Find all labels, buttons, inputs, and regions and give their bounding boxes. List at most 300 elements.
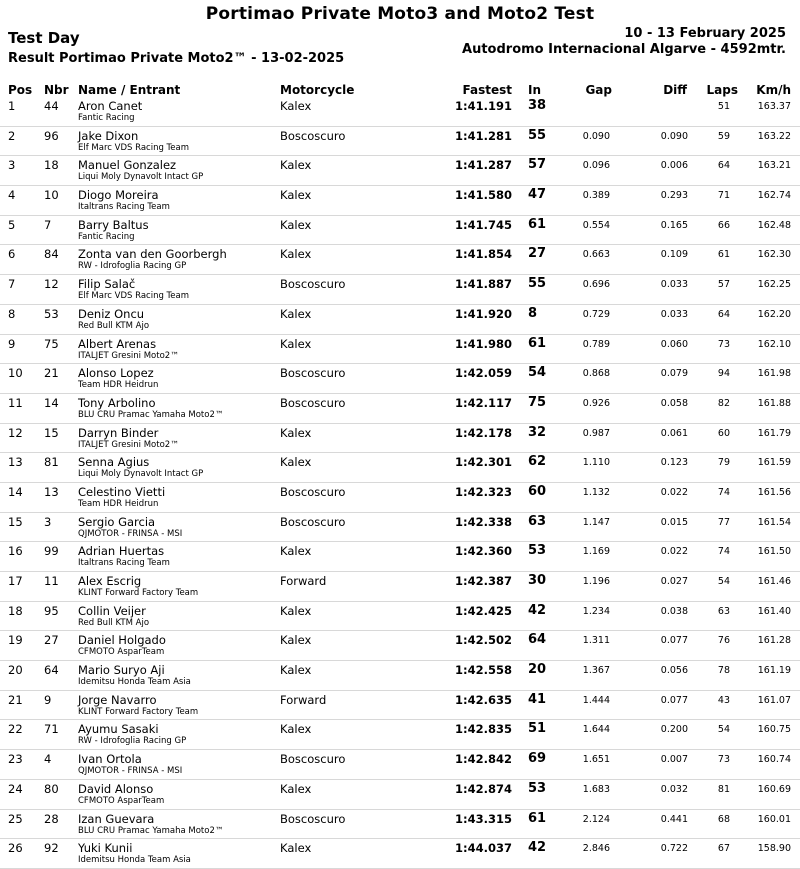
rider-name: Diogo Moreira <box>78 188 159 203</box>
motorcycle-cell: Kalex <box>280 188 312 203</box>
speed-cell: 158.90 <box>757 843 791 855</box>
in-lap-cell: 63 <box>528 513 547 529</box>
in-lap-cell: 30 <box>528 573 547 588</box>
table-row <box>0 424 800 454</box>
fastest-lap-cell: 1:41.887 <box>455 277 512 292</box>
gap-cell: 1.683 <box>582 783 610 795</box>
results-table <box>0 97 800 869</box>
position-cell: 21 <box>8 692 23 707</box>
fastest-lap-cell: 1:42.558 <box>455 663 512 678</box>
team-name: CFMOTO AsparTeam <box>78 795 165 806</box>
table-row <box>0 127 800 157</box>
table-row <box>0 335 800 365</box>
col-kmh: Km/h <box>756 83 791 97</box>
diff-cell: 0.015 <box>660 516 688 528</box>
table-row <box>0 97 800 127</box>
position-cell: 10 <box>8 366 23 381</box>
motorcycle-cell: Kalex <box>280 663 312 678</box>
table-row <box>0 839 800 869</box>
diff-cell: 0.722 <box>660 843 688 855</box>
rider-name: Celestino Vietti <box>78 484 166 499</box>
number-cell: 64 <box>44 663 59 678</box>
diff-cell: 0.109 <box>660 249 688 261</box>
fastest-lap-cell: 1:42.502 <box>455 633 512 648</box>
fastest-lap-cell: 1:41.191 <box>455 99 512 113</box>
speed-cell: 161.19 <box>757 665 791 677</box>
fastest-lap-cell: 1:42.117 <box>455 395 512 410</box>
motorcycle-cell: Boscoscuro <box>280 277 346 292</box>
team-name: Team HDR Heidrun <box>78 380 159 391</box>
rider-name: Alonso Lopez <box>78 366 154 381</box>
motorcycle-cell: Forward <box>280 574 327 588</box>
number-cell: 99 <box>44 544 59 559</box>
motorcycle-cell: Kalex <box>280 99 312 113</box>
position-cell: 9 <box>8 336 16 351</box>
fastest-lap-cell: 1:42.059 <box>455 366 512 381</box>
team-name: Idemitsu Honda Team Asia <box>78 855 191 866</box>
gap-cell: 2.846 <box>582 843 610 855</box>
document-title: Portimao Private Moto3 and Moto2 Test <box>205 4 595 24</box>
diff-cell: 0.123 <box>660 457 688 469</box>
gap-cell: 1.196 <box>582 576 610 587</box>
motorcycle-cell: Kalex <box>280 633 312 648</box>
gap-cell: 0.554 <box>582 219 610 231</box>
gap-cell: 0.868 <box>582 368 610 380</box>
table-row <box>0 750 800 780</box>
number-cell: 81 <box>44 455 59 470</box>
motorcycle-cell: Kalex <box>280 722 312 737</box>
motorcycle-cell: Boscoscuro <box>280 514 346 529</box>
number-cell: 13 <box>44 484 59 499</box>
team-name: Idemitsu Honda Team Asia <box>78 677 191 688</box>
laps-cell: 57 <box>717 279 730 291</box>
in-lap-cell: 60 <box>528 483 547 499</box>
diff-cell: 0.293 <box>660 190 688 202</box>
diff-cell: 0.032 <box>660 783 688 795</box>
col-name: Name / Entrant <box>78 83 181 97</box>
number-cell: 84 <box>44 247 59 262</box>
rider-name: Alex Escrig <box>78 574 142 588</box>
motorcycle-cell: Kalex <box>280 455 312 470</box>
number-cell: 28 <box>44 811 59 826</box>
laps-cell: 59 <box>717 130 730 142</box>
team-name: Team HDR Heidrun <box>78 498 159 509</box>
col-motorcycle: Motorcycle <box>280 83 355 97</box>
rider-name: Tony Arbolino <box>78 395 156 410</box>
position-cell: 11 <box>8 395 23 410</box>
position-cell: 8 <box>8 306 16 321</box>
table-row <box>0 602 800 632</box>
fastest-lap-cell: 1:42.635 <box>455 692 512 707</box>
team-name: Italtrans Racing Team <box>78 558 170 569</box>
col-in: In <box>528 83 542 97</box>
session-name: Test Day <box>8 29 80 47</box>
fastest-lap-cell: 1:42.178 <box>455 425 512 440</box>
rider-name: Albert Arenas <box>78 336 157 351</box>
fastest-lap-cell: 1:42.323 <box>455 484 512 499</box>
laps-cell: 73 <box>717 338 730 350</box>
in-lap-cell: 51 <box>528 721 547 737</box>
table-row <box>0 453 800 483</box>
table-row <box>0 691 800 721</box>
table-row <box>0 542 800 572</box>
gap-cell: 0.987 <box>582 427 610 439</box>
speed-cell: 162.48 <box>757 219 791 231</box>
motorcycle-cell: Boscoscuro <box>280 811 346 826</box>
fastest-lap-cell: 1:41.287 <box>455 158 512 173</box>
gap-cell: 1.234 <box>582 605 610 617</box>
speed-cell: 163.22 <box>757 130 791 142</box>
position-cell: 24 <box>8 781 23 796</box>
team-name: KLINT Forward Factory Team <box>78 588 199 598</box>
in-lap-cell: 42 <box>528 840 547 856</box>
table-row <box>0 245 800 275</box>
gap-cell: 2.124 <box>582 813 610 825</box>
in-lap-cell: 57 <box>528 157 547 173</box>
motorcycle-cell: Kalex <box>280 247 312 262</box>
table-header <box>0 83 800 97</box>
position-cell: 15 <box>8 514 23 529</box>
in-lap-cell: 32 <box>528 424 547 440</box>
fastest-lap-cell: 1:41.980 <box>455 336 512 351</box>
rider-name: Barry Baltus <box>78 217 149 232</box>
table-row <box>0 364 800 394</box>
speed-cell: 163.37 <box>757 101 791 112</box>
number-cell: 3 <box>44 514 52 529</box>
fastest-lap-cell: 1:41.281 <box>455 128 512 143</box>
speed-cell: 160.74 <box>757 754 791 766</box>
gap-cell: 0.729 <box>582 308 610 320</box>
table-row <box>0 631 800 661</box>
motorcycle-cell: Boscoscuro <box>280 128 346 143</box>
col-diff: Diff <box>663 83 687 97</box>
team-name: Italtrans Racing Team <box>78 202 170 213</box>
diff-cell: 0.033 <box>660 279 688 291</box>
gap-cell: 0.090 <box>582 130 610 142</box>
speed-cell: 161.40 <box>757 605 791 617</box>
laps-cell: 54 <box>717 576 730 587</box>
number-cell: 27 <box>44 633 59 648</box>
result-subtitle: Result Portimao Private Moto2™ - 13-02-2025 <box>8 51 345 66</box>
table-row <box>0 780 800 810</box>
table-row <box>0 216 800 246</box>
fastest-lap-cell: 1:42.338 <box>455 514 512 529</box>
rider-name: Ayumu Sasaki <box>78 722 159 737</box>
laps-cell: 78 <box>717 665 730 677</box>
speed-cell: 162.10 <box>757 338 791 350</box>
laps-cell: 43 <box>717 694 730 706</box>
number-cell: 15 <box>44 425 59 440</box>
speed-cell: 161.07 <box>757 694 791 706</box>
position-cell: 2 <box>8 128 16 143</box>
fastest-lap-cell: 1:42.874 <box>455 781 512 796</box>
in-lap-cell: 69 <box>528 751 547 767</box>
col-pos: Pos <box>8 83 33 97</box>
speed-cell: 161.88 <box>757 397 791 409</box>
laps-cell: 68 <box>717 813 730 825</box>
position-cell: 25 <box>8 811 23 826</box>
in-lap-cell: 38 <box>528 98 547 113</box>
motorcycle-cell: Boscoscuro <box>280 395 346 410</box>
diff-cell: 0.022 <box>660 486 688 498</box>
fastest-lap-cell: 1:42.835 <box>455 722 512 737</box>
laps-cell: 74 <box>717 486 730 498</box>
motorcycle-cell: Kalex <box>280 781 312 796</box>
in-lap-cell: 20 <box>528 662 547 678</box>
rider-name: Aron Canet <box>78 99 143 113</box>
rider-name: Collin Veijer <box>78 603 146 618</box>
number-cell: 10 <box>44 188 59 203</box>
number-cell: 12 <box>44 277 59 292</box>
laps-cell: 71 <box>717 190 730 202</box>
speed-cell: 162.20 <box>757 308 791 320</box>
table-row <box>0 186 800 216</box>
laps-cell: 74 <box>717 546 730 558</box>
table-row <box>0 572 800 602</box>
fastest-lap-cell: 1:43.315 <box>455 811 512 826</box>
team-name: Liqui Moly Dynavolt Intact GP <box>78 172 204 183</box>
laps-cell: 77 <box>717 516 730 528</box>
number-cell: 14 <box>44 395 59 410</box>
gap-cell: 1.311 <box>582 635 610 647</box>
fastest-lap-cell: 1:42.842 <box>455 752 512 767</box>
team-name: ITALJET Gresini Moto2™ <box>78 350 179 361</box>
in-lap-cell: 61 <box>528 216 547 232</box>
in-lap-cell: 75 <box>528 394 547 410</box>
rider-name: Adrian Huertas <box>78 544 165 559</box>
diff-cell: 0.027 <box>660 576 688 587</box>
table-row <box>0 810 800 840</box>
team-name: Red Bull KTM Ajo <box>78 617 150 628</box>
laps-cell: 67 <box>717 843 730 855</box>
number-cell: 18 <box>44 158 59 173</box>
motorcycle-cell: Kalex <box>280 158 312 173</box>
in-lap-cell: 61 <box>528 810 547 826</box>
diff-cell: 0.056 <box>660 665 688 677</box>
laps-cell: 64 <box>717 160 730 172</box>
diff-cell: 0.441 <box>660 813 688 825</box>
laps-cell: 61 <box>717 249 730 261</box>
number-cell: 21 <box>44 366 59 381</box>
in-lap-cell: 62 <box>528 454 547 470</box>
position-cell: 5 <box>8 217 16 232</box>
position-cell: 18 <box>8 603 23 618</box>
table-row <box>0 513 800 543</box>
number-cell: 92 <box>44 841 59 856</box>
diff-cell: 0.006 <box>660 160 688 172</box>
in-lap-cell: 8 <box>528 305 538 321</box>
speed-cell: 161.50 <box>757 546 791 558</box>
gap-cell: 1.444 <box>582 694 610 706</box>
in-lap-cell: 53 <box>528 543 547 559</box>
speed-cell: 161.28 <box>757 635 791 647</box>
diff-cell: 0.058 <box>660 397 688 409</box>
speed-cell: 162.74 <box>757 190 791 202</box>
gap-cell: 1.651 <box>582 754 610 766</box>
fastest-lap-cell: 1:41.854 <box>455 247 512 262</box>
position-cell: 19 <box>8 633 23 648</box>
position-cell: 22 <box>8 722 23 737</box>
gap-cell: 0.789 <box>582 338 610 350</box>
fastest-lap-cell: 1:42.301 <box>455 455 512 470</box>
team-name: CFMOTO AsparTeam <box>78 647 165 658</box>
gap-cell: 1.147 <box>582 516 610 528</box>
team-name: QJMOTOR - FRINSA - MSI <box>78 528 183 539</box>
speed-cell: 160.01 <box>757 813 791 825</box>
rider-name: Darryn Binder <box>78 425 159 440</box>
diff-cell: 0.200 <box>660 724 688 736</box>
number-cell: 71 <box>44 722 59 737</box>
number-cell: 9 <box>44 692 52 707</box>
speed-cell: 161.59 <box>757 457 791 469</box>
gap-cell: 0.389 <box>582 190 610 202</box>
fastest-lap-cell: 1:41.920 <box>455 306 512 321</box>
speed-cell: 163.21 <box>757 160 791 172</box>
position-cell: 7 <box>8 277 16 292</box>
team-name: Elf Marc VDS Racing Team <box>78 142 190 153</box>
team-name: RW - Idrofoglia Racing GP <box>78 261 187 272</box>
fastest-lap-cell: 1:42.387 <box>455 574 512 588</box>
position-cell: 3 <box>8 158 16 173</box>
rider-name: Sergio Garcia <box>78 514 156 529</box>
in-lap-cell: 47 <box>528 187 547 203</box>
speed-cell: 162.25 <box>757 279 791 291</box>
rider-name: Jake Dixon <box>78 128 139 143</box>
fastest-lap-cell: 1:41.580 <box>455 188 512 203</box>
diff-cell: 0.077 <box>660 635 688 647</box>
speed-cell: 161.46 <box>757 576 791 587</box>
position-cell: 17 <box>8 574 23 588</box>
laps-cell: 82 <box>717 397 730 409</box>
team-name: QJMOTOR - FRINSA - MSI <box>78 766 183 777</box>
position-cell: 12 <box>8 425 23 440</box>
rider-name: Deniz Oncu <box>78 306 145 321</box>
diff-cell: 0.061 <box>660 427 688 439</box>
laps-cell: 63 <box>717 605 730 617</box>
in-lap-cell: 27 <box>528 246 547 262</box>
in-lap-cell: 61 <box>528 335 547 351</box>
motorcycle-cell: Kalex <box>280 544 312 559</box>
rider-name: Manuel Gonzalez <box>78 158 177 173</box>
number-cell: 44 <box>44 99 59 113</box>
team-name: ITALJET Gresini Moto2™ <box>78 439 179 450</box>
diff-cell: 0.007 <box>660 754 688 766</box>
motorcycle-cell: Kalex <box>280 425 312 440</box>
laps-cell: 51 <box>717 101 730 112</box>
number-cell: 53 <box>44 306 59 321</box>
position-cell: 13 <box>8 455 23 470</box>
table-row <box>0 483 800 513</box>
speed-cell: 161.98 <box>757 368 791 380</box>
laps-cell: 73 <box>717 754 730 766</box>
motorcycle-cell: Boscoscuro <box>280 366 346 381</box>
col-gap: Gap <box>585 83 612 97</box>
motorcycle-cell: Boscoscuro <box>280 752 346 767</box>
team-name: RW - Idrofoglia Racing GP <box>78 736 187 747</box>
motorcycle-cell: Boscoscuro <box>280 484 346 499</box>
diff-cell: 0.165 <box>660 219 688 231</box>
team-name: Fantic Racing <box>78 113 135 123</box>
speed-cell: 161.56 <box>757 486 791 498</box>
rider-name: Mario Suryo Aji <box>78 663 165 678</box>
number-cell: 4 <box>44 752 52 767</box>
position-cell: 23 <box>8 752 23 767</box>
position-cell: 1 <box>8 99 16 113</box>
in-lap-cell: 54 <box>528 365 547 381</box>
diff-cell: 0.060 <box>660 338 688 350</box>
team-name: BLU CRU Pramac Yamaha Moto2™ <box>78 825 224 836</box>
speed-cell: 162.30 <box>757 249 791 261</box>
in-lap-cell: 42 <box>528 602 547 618</box>
event-dates: 10 - 13 February 2025 <box>624 26 786 41</box>
table-row <box>0 156 800 186</box>
gap-cell: 1.644 <box>582 724 610 736</box>
motorcycle-cell: Kalex <box>280 841 312 856</box>
position-cell: 6 <box>8 247 16 262</box>
team-name: KLINT Forward Factory Team <box>78 706 199 717</box>
fastest-lap-cell: 1:44.037 <box>455 841 512 856</box>
rider-name: Filip Salač <box>78 277 136 292</box>
diff-cell: 0.022 <box>660 546 688 558</box>
motorcycle-cell: Forward <box>280 692 327 707</box>
rider-name: Zonta van den Goorbergh <box>78 247 227 262</box>
table-row <box>0 720 800 750</box>
gap-cell: 1.110 <box>582 457 610 469</box>
number-cell: 95 <box>44 603 59 618</box>
fastest-lap-cell: 1:42.360 <box>455 544 512 559</box>
laps-cell: 94 <box>717 368 730 380</box>
number-cell: 96 <box>44 128 59 143</box>
speed-cell: 161.79 <box>757 427 791 439</box>
table-row <box>0 275 800 305</box>
position-cell: 16 <box>8 544 23 559</box>
diff-cell: 0.033 <box>660 308 688 320</box>
motorcycle-cell: Kalex <box>280 217 312 232</box>
diff-cell: 0.079 <box>660 368 688 380</box>
gap-cell: 1.367 <box>582 665 610 677</box>
gap-cell: 0.696 <box>582 279 610 291</box>
number-cell: 7 <box>44 217 52 232</box>
col-nbr: Nbr <box>44 83 69 97</box>
number-cell: 11 <box>44 574 59 588</box>
in-lap-cell: 41 <box>528 691 547 707</box>
speed-cell: 160.75 <box>757 724 791 736</box>
table-row <box>0 305 800 335</box>
position-cell: 26 <box>8 841 23 856</box>
position-cell: 4 <box>8 188 16 203</box>
gap-cell: 0.096 <box>582 160 610 172</box>
laps-cell: 76 <box>717 635 730 647</box>
laps-cell: 79 <box>717 457 730 469</box>
diff-cell: 0.038 <box>660 605 688 617</box>
rider-name: David Alonso <box>78 781 154 796</box>
table-row <box>0 661 800 691</box>
team-name: Elf Marc VDS Racing Team <box>78 291 190 302</box>
rider-name: Yuki Kunii <box>78 841 133 856</box>
team-name: Red Bull KTM Ajo <box>78 320 150 331</box>
col-laps: Laps <box>706 83 738 97</box>
in-lap-cell: 55 <box>528 276 547 292</box>
in-lap-cell: 53 <box>528 780 547 796</box>
gap-cell: 1.132 <box>582 486 610 498</box>
in-lap-cell: 55 <box>528 127 547 143</box>
in-lap-cell: 64 <box>528 632 547 648</box>
rider-name: Senna Agius <box>78 455 150 470</box>
motorcycle-cell: Kalex <box>280 306 312 321</box>
gap-cell: 0.663 <box>582 249 610 261</box>
laps-cell: 54 <box>717 724 730 736</box>
number-cell: 75 <box>44 336 59 351</box>
